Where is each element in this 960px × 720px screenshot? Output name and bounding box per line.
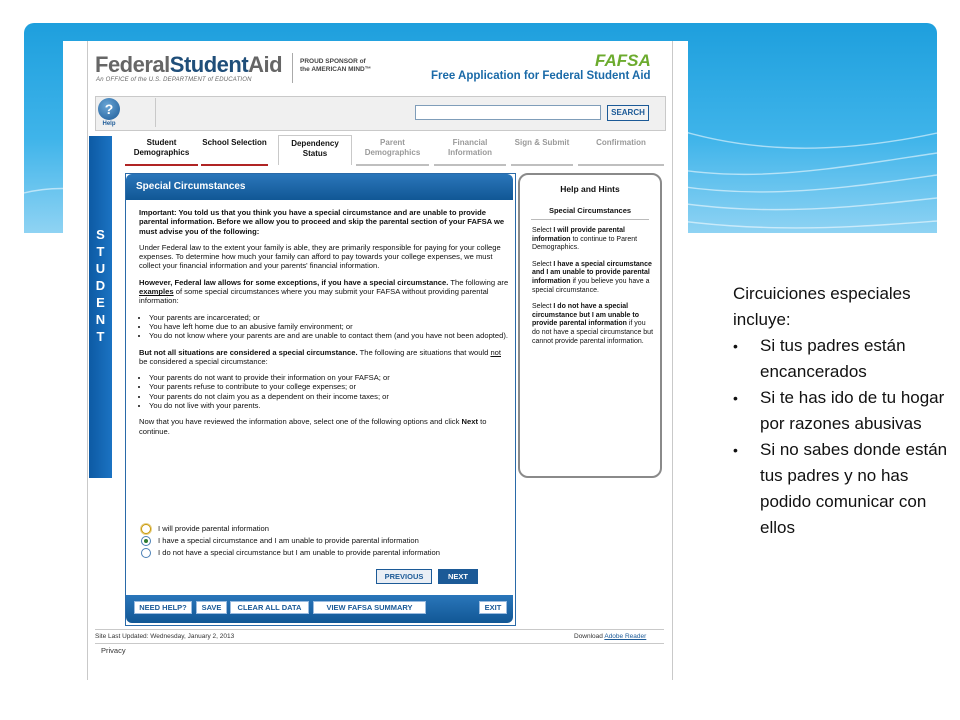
hint-2 (532, 261, 654, 295)
site-last-updated: Site Last Updated: Wednesday, January 2, 2013 (95, 633, 235, 640)
hint-bold: I will provide parental information (532, 227, 625, 243)
hint-text: if you believe you have a special circumstance. (532, 277, 650, 294)
toolbar-divider (155, 98, 156, 127)
tab-sign-submit: Sign & Submit (511, 135, 573, 166)
tab-dependency-status[interactable]: Dependency Status (278, 135, 352, 165)
exceptions-text-b: of some special circumstances where you may submit your FAFSA without providing parental information: (139, 287, 489, 306)
help-panel-title: Help and Hints (560, 184, 620, 194)
fafsa-subtitle: Free Application for Federal Student Aid (431, 70, 651, 82)
list-item: • You do not know where your parents are and are unable to contact them (and you have not been adopted). (149, 331, 509, 340)
download-text (574, 633, 646, 640)
slide-bullet: • Si te has ido de tu hogar por razones abusivas (760, 385, 948, 437)
hint-bold: I do not have a special circumstance but I am unable to provide parental information (532, 303, 639, 328)
option-label: I have a special circumstance and I am unable to provide parental information (158, 536, 419, 545)
tab-school-selection[interactable]: School Selection (201, 135, 268, 166)
search-button[interactable]: SEARCH (607, 105, 649, 121)
not-special-paragraph (139, 348, 509, 367)
hint-text: if you do not have a special circumstance but cannot provide parental information. (532, 320, 654, 345)
slide-intro: Circuiciones especiales incluye: (733, 284, 911, 329)
list-item: • Your parents are incarcerated; or (149, 313, 509, 322)
help-panel-body (532, 227, 654, 354)
list-item: • Your parents refuse to contribute to your college expenses; or (149, 382, 509, 391)
next-button[interactable]: NEXT (438, 569, 478, 584)
previous-button[interactable]: PREVIOUS (376, 569, 432, 584)
federal-student-aid-logo[interactable] (95, 52, 282, 78)
hint-3 (532, 303, 654, 346)
help-button[interactable] (97, 98, 121, 127)
question-mark-icon: ? (98, 98, 120, 120)
important-notice: Important: You told us that you think you have a special circumstance and are unable to provide parental information. Before we allow you to proceed and skip the parental section of your FAFSA we must advise you of the following: (139, 208, 505, 236)
student-tab-letter: D (95, 278, 106, 293)
student-tab-letter: E (96, 295, 105, 310)
logo-word-federal: Federal (95, 52, 170, 77)
special-circumstance-list (139, 313, 509, 341)
list-item: • Your parents do not want to provide their information on your FAFSA; or (149, 373, 509, 382)
clear-all-data-button[interactable]: CLEAR ALL DATA (230, 601, 309, 614)
instruction-text-a: Now that you have reviewed the information above, select one of the following options and click (139, 417, 462, 427)
hint-text: Select (532, 303, 554, 311)
slide-bullet-list (733, 333, 948, 541)
not-special-text: The following are situations that would (357, 347, 491, 357)
student-tab-letter: T (96, 329, 105, 344)
radio-button[interactable] (141, 548, 151, 558)
hint-bold: I have a special circumstance and I am unable to provide parental information (532, 260, 652, 285)
federal-law-paragraph: Under Federal law to the extent your family is able, they are primarily responsible for paying for your college expenses. To determine how much your family can afford to pay towards your college expenses, we must collect your financial information and your parents' financial information. (139, 242, 501, 271)
exit-button[interactable]: EXIT (479, 601, 507, 614)
not-underlined: not (490, 347, 501, 357)
student-tab-letter: U (95, 261, 106, 276)
help-label: Help (102, 121, 116, 127)
hint-text: to continue to Parent Demographics. (532, 235, 638, 252)
tab-financial-information: Financial Information (434, 135, 506, 166)
tab-confirmation: Confirmation (578, 135, 664, 166)
not-special-end: be considered a special circumstance: (139, 356, 268, 366)
exceptions-text-a: The following are (448, 277, 509, 287)
privacy-link[interactable]: Privacy (101, 646, 126, 655)
progress-tabs (125, 135, 664, 163)
slide-bullet: • Si tus padres están encancerados (760, 333, 948, 385)
hint-1 (532, 227, 654, 253)
list-item: • You do not live with your parents. (149, 401, 509, 410)
help-panel-subtitle: Special Circumstances (548, 206, 632, 215)
help-divider (531, 219, 649, 220)
student-tab-label (91, 226, 110, 345)
view-fafsa-summary-button[interactable]: VIEW FAFSA SUMMARY (313, 601, 426, 614)
exceptions-paragraph (139, 278, 509, 306)
footer-divider (95, 643, 664, 644)
panel-title: Special Circumstances (126, 174, 513, 200)
tab-parent-demographics: Parent Demographics (356, 135, 429, 166)
student-tab-letter: T (96, 244, 105, 259)
non-special-circumstance-list (139, 373, 509, 410)
sponsor-text (300, 58, 371, 74)
instruction-next: Next (461, 417, 478, 427)
save-button[interactable]: SAVE (196, 601, 227, 614)
option-label: I will provide parental information (158, 524, 270, 533)
need-help-button[interactable]: NEED HELP? (134, 601, 192, 614)
slide-text-block (733, 281, 948, 541)
student-tab-letter: N (95, 312, 106, 327)
exceptions-bold: However, Federal law allows for some exceptions, if you have a special circumstance. (139, 277, 449, 287)
instruction-text-b: to continue. (139, 417, 487, 436)
option-label: I do not have a special circumstance but I am unable to provide parental information (158, 548, 440, 557)
header-divider (292, 53, 293, 83)
logo-subtitle: An OFFICE of the U.S. DEPARTMENT of EDUCATION (96, 77, 252, 83)
list-item: • You have left home due to an abusive family environment; or (149, 322, 509, 331)
footer-divider (95, 629, 664, 630)
logo-word-student: Student (169, 52, 249, 77)
hint-text: Select (532, 260, 554, 268)
tab-student-demographics[interactable]: Student Demographics (125, 135, 198, 166)
sponsor-line-2: the AMERICAN MIND™ (300, 66, 372, 73)
not-special-bold: But not all situations are considered a special circumstance. (139, 347, 358, 357)
list-item: • Your parents do not claim you as a dependent on their income taxes; or (149, 392, 509, 401)
slide-bullet: • Si no sabes donde están tus padres y no has podido comunicar con ellos (760, 437, 948, 541)
adobe-reader-link[interactable]: Adobe Reader (604, 633, 647, 640)
radio-button[interactable] (141, 524, 151, 534)
instruction-paragraph (139, 417, 509, 436)
sponsor-line-1: PROUD SPONSOR of (300, 58, 366, 65)
logo-word-aid: Aid (248, 52, 283, 77)
search-input[interactable] (415, 105, 601, 120)
examples-link[interactable]: examples (139, 287, 174, 297)
fafsa-screenshot (63, 41, 688, 680)
panel-content (139, 208, 509, 443)
radio-button-selected[interactable] (141, 536, 151, 546)
fafsa-logo: FAFSA (595, 51, 651, 70)
download-label: Download (574, 633, 605, 640)
student-tab-letter: S (96, 227, 105, 242)
hint-text: Select (532, 227, 554, 234)
